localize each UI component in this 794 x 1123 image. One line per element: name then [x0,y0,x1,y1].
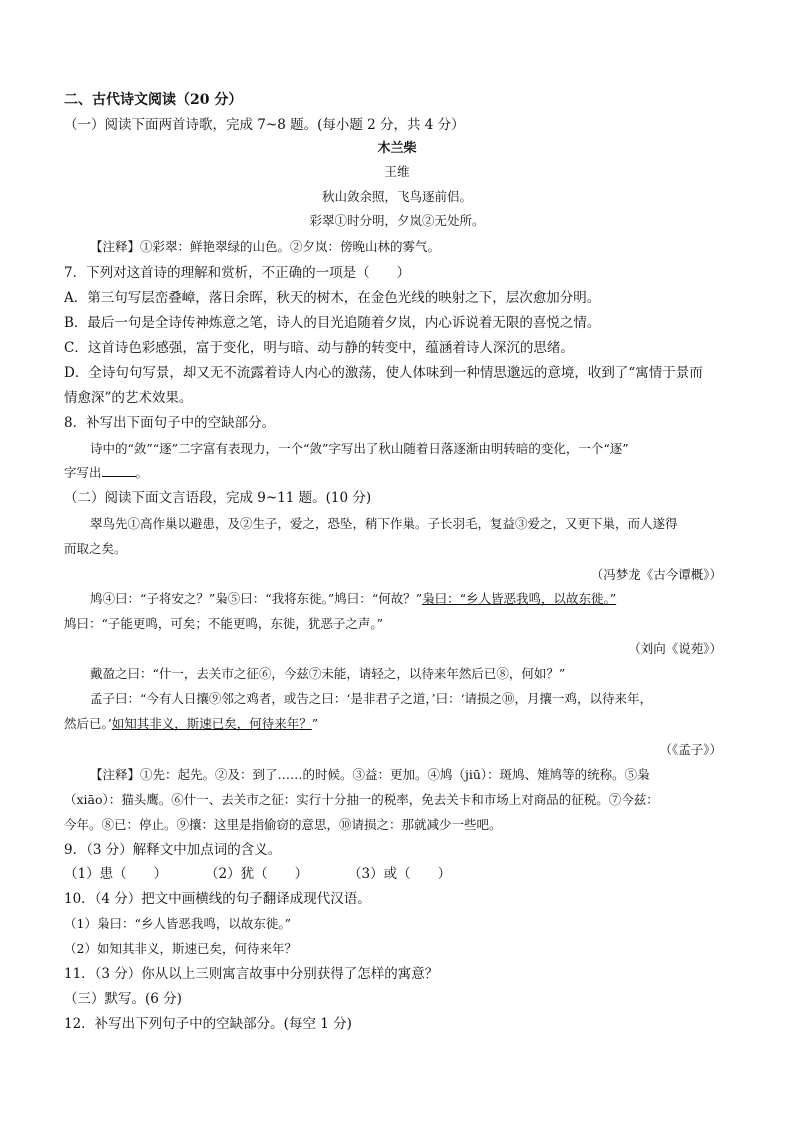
q7-option-d-line1: D．全诗句句写景，却又无不流露着诗人内心的激荡，使人体味到一种情思邈远的意境，收到了“寓情于景而 [64,365,703,381]
q7-option-b: B．最后一句是全诗传神炼意之笔，诗人的目光追随着夕岚，内心诉说着无限的喜悦之情。 [64,315,601,331]
underlined-sentence-2: 如知其非义，斯速已矣，何待来年？ [111,716,312,731]
q10-stem: 10．（4 分）把文中画横线的句子翻译成现代汉语。 [64,891,371,907]
passage3-source: （《孟子》） [659,742,722,757]
q8-stem: 8．补写出下面句子中的空缺部分。 [64,415,276,431]
q8-line-1: 诗中的“敛”“逐”二字富有表现力，一个“敛”字写出了秋山随着日落逐渐由明转暗的变化，一个“逐” [90,441,629,456]
poem-line-2: 彩翠①时分明，夕岚②无处所。 [309,213,485,228]
q7-option-a: A．第三句写层峦叠嶂，落日余晖，秋天的树木，在金色光线的映射之下，层次愈加分明。 [64,290,601,306]
poem-note: 【注释】①彩翠：鲜艳翠绿的山色。②夕岚：傍晚山林的雾气。 [90,239,441,254]
passage2-source: （刘向《说苑》） [628,641,722,656]
q8-line-2-text: 字写出 [64,465,102,480]
q9-item-3: （3）或（ ） [348,866,452,882]
q9-stem: 9．（3 分）解释文中加点词的含义。 [64,842,282,858]
poem-line-1: 秋山敛余照，飞鸟逐前侣。 [321,189,472,204]
passage2-line2: 鸠曰：“子能更鸣，可矣；不能更鸣，东徙，犹恶子之声。” [64,616,384,631]
q10-sentence-1: （1）枭曰：“乡人皆恶我鸣，以故东徙。” [64,916,291,931]
passage1-source: （冯梦龙《古今谭概》） [590,567,722,582]
passage2-line1-text: 鸠④曰：“子将安之？”枭⑤曰：“我将东徙。”鸠曰：“何故？” [90,591,423,606]
underlined-sentence-1: 枭曰：“乡人皆恶我鸣，以故东徙。” [422,591,617,606]
notes-line2: （xiāo）：猫头鹰。⑥什一、去关市之征：实行十分抽一的税率，免去关卡和市场上对商品的征税。⑦今兹： [64,792,659,807]
passage2-line1 [90,590,616,608]
q11-stem: 11．（3 分）你从以上三则寓言故事中分别获得了怎样的寓意？ [64,966,439,982]
q7-option-c: C．这首诗色彩感强，富于变化，明与暗、动与静的转变中，蕴涵着诗人深沉的思绪。 [64,340,574,356]
passage3-line1: 戴盈之曰：“什一，去关市之征⑥，今兹⑦未能，请轻之，以待来年然后已⑧，何如？” [90,666,566,681]
part3-heading: （三）默写。(6 分) [64,991,182,1007]
notes-line3: 今年。⑧已：停止。⑨攘：这里是指偷窃的意思，⑩请损之：那就减少一些吧。 [64,817,502,832]
passage3-line3 [64,715,318,733]
q9-item-2: （2）犹（ ） [205,866,309,882]
passage1-line2: 而取之矣。 [64,541,127,556]
closing-quote: ” [311,716,319,731]
passage3-line2: 孟子曰：“今有人日攘⑨邻之鸡者，或告之曰：‘是非君子之道，’曰：‘请损之⑩，月攘一鸡，以待来年， [90,691,653,706]
notes-line1: 【注释】①先：起先。②及：到了……的时候。③益：更加。④鸠（jiū）：斑鸠、雉鸠等的统称。⑤枭 [90,767,650,782]
section-title: 二、古代诗文阅读（20 分） [64,92,243,108]
answer-blank [102,464,136,477]
q10-sentence-2: （2）如知其非义，斯速已矣，何待来年？ [64,941,297,956]
q7-stem: 7．下列对这首诗的理解和赏析，不正确的一项是（ ） [64,265,411,281]
part2-heading: （二）阅读下面文言语段，完成 9~11 题。(10 分) [64,490,372,506]
passage3-line3-text: 然后已。’ [64,716,112,731]
poem-author: 王维 [384,164,410,179]
poem-title: 木兰柴 [377,141,417,156]
q9-item-1: （1）患（ ） [64,866,168,882]
part1-heading: （一）阅读下面两首诗歌，完成 7~8 题。(每小题 2 分，共 4 分） [64,117,465,133]
q7-option-d-line2: 情愈深”的艺术效果。 [64,390,193,406]
q8-line-2: 字写出 。 [64,465,149,480]
q12-stem: 12．补写出下列句子中的空缺部分。(每空 1 分) [64,1016,352,1032]
passage1-line1: 翠鸟先①高作巢以避患，及②生子，爱之，恐坠，稍下作巢。子长羽毛，复益③爱之，又更下巢，而人遂得 [90,516,678,531]
